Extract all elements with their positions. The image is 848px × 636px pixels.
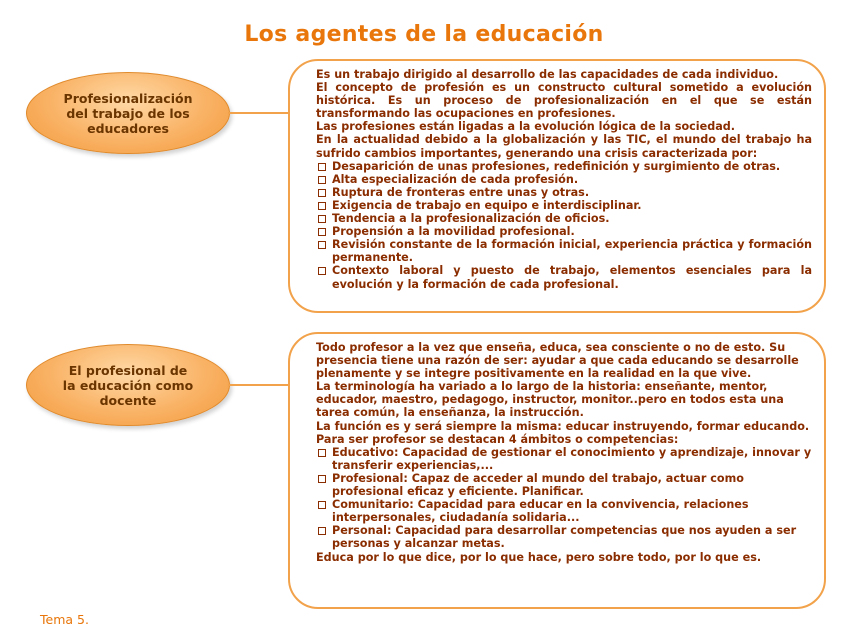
paragraph: El concepto de profesión es un constructo cultural sometido a evolución histórica. Es un proceso de profesionalización en el que se están transformando las ocupaciones en profesiones.: [316, 81, 812, 121]
list-item: Personal: Capacidad para desarrollar competencias que nos ayuden a ser personas y alcanzar metas.: [316, 524, 812, 550]
page-title: Los agentes de la educación: [244, 22, 604, 47]
node-label: Profesionalización del trabajo de los educadores: [63, 90, 193, 136]
list-item: Profesional: Capaz de acceder al mundo del trabajo, actuar como profesional eficaz y eficiente. Planificar.: [316, 472, 812, 498]
list-item: Exigencia de trabajo en equipo e interdisciplinar.: [316, 199, 812, 212]
connector-line: [228, 384, 288, 386]
list-item: Ruptura de fronteras entre unas y otras.: [316, 186, 812, 199]
list-item: Alta especialización de cada profesión.: [316, 173, 812, 186]
paragraph: Todo profesor a la vez que enseña, educa, sea consciente o no de esto. Su presencia tiene una razón de ser: ayudar a que cada educando se desarrolle plenamente y se integre positivamente en la realidad en la que vive.: [316, 341, 799, 381]
paragraph: La función es y será siempre la misma: educar instruyendo, formar educando.: [316, 419, 810, 433]
node-ellipse-profesionalizacion: [26, 72, 230, 154]
node-label: El profesional de la educación como docente: [62, 362, 194, 408]
footer-topic-label: Tema 5.: [40, 612, 89, 627]
paragraph: Para ser profesor se destacan 4 ámbitos o competencias:: [316, 432, 679, 446]
bullet-list: [316, 446, 812, 551]
list-item: Propensión a la movilidad profesional.: [316, 225, 812, 238]
description-box-profesionalizacion: [288, 59, 826, 313]
paragraph: En la actualidad debido a la globalización y las TIC, el mundo del trabajo ha sufrido cambios importantes, generando una crisis caracterizada por:: [316, 133, 812, 160]
paragraph: La terminología ha variado a lo largo de la historia: enseñante, mentor, educador, maestro, pedagogo, instructor, monitor..pero en todos esta una tarea común, la enseñanza, la instrucción.: [316, 380, 784, 420]
bullet-list: [316, 160, 812, 291]
paragraph: Es un trabajo dirigido al desarrollo de las capacidades de cada individuo.: [316, 68, 779, 81]
node-ellipse-docente: [26, 344, 230, 426]
connector-line: [228, 112, 288, 114]
paragraph: Las profesiones están ligadas a la evolución lógica de la sociedad.: [316, 120, 736, 134]
list-item: Revisión constante de la formación inicial, experiencia práctica y formación permanente.: [316, 238, 812, 264]
closing-sentence: Educa por lo que dice, por lo que hace, pero sobre todo, por lo que es.: [316, 550, 762, 564]
list-item: Desaparición de unas profesiones, redefinición y surgimiento de otras.: [316, 160, 812, 173]
description-box-docente: [288, 332, 826, 609]
list-item: Contexto laboral y puesto de trabajo, elementos esenciales para la evolución y la formación de cada profesional.: [316, 264, 812, 290]
list-item: Educativo: Capacidad de gestionar el conocimiento y aprendizaje, innovar y transferir experiencias,...: [316, 446, 812, 472]
list-item: Tendencia a la profesionalización de oficios.: [316, 212, 812, 225]
list-item: Comunitario: Capacidad para educar en la convivencia, relaciones interpersonales, ciudadanía solidaria...: [316, 498, 812, 524]
